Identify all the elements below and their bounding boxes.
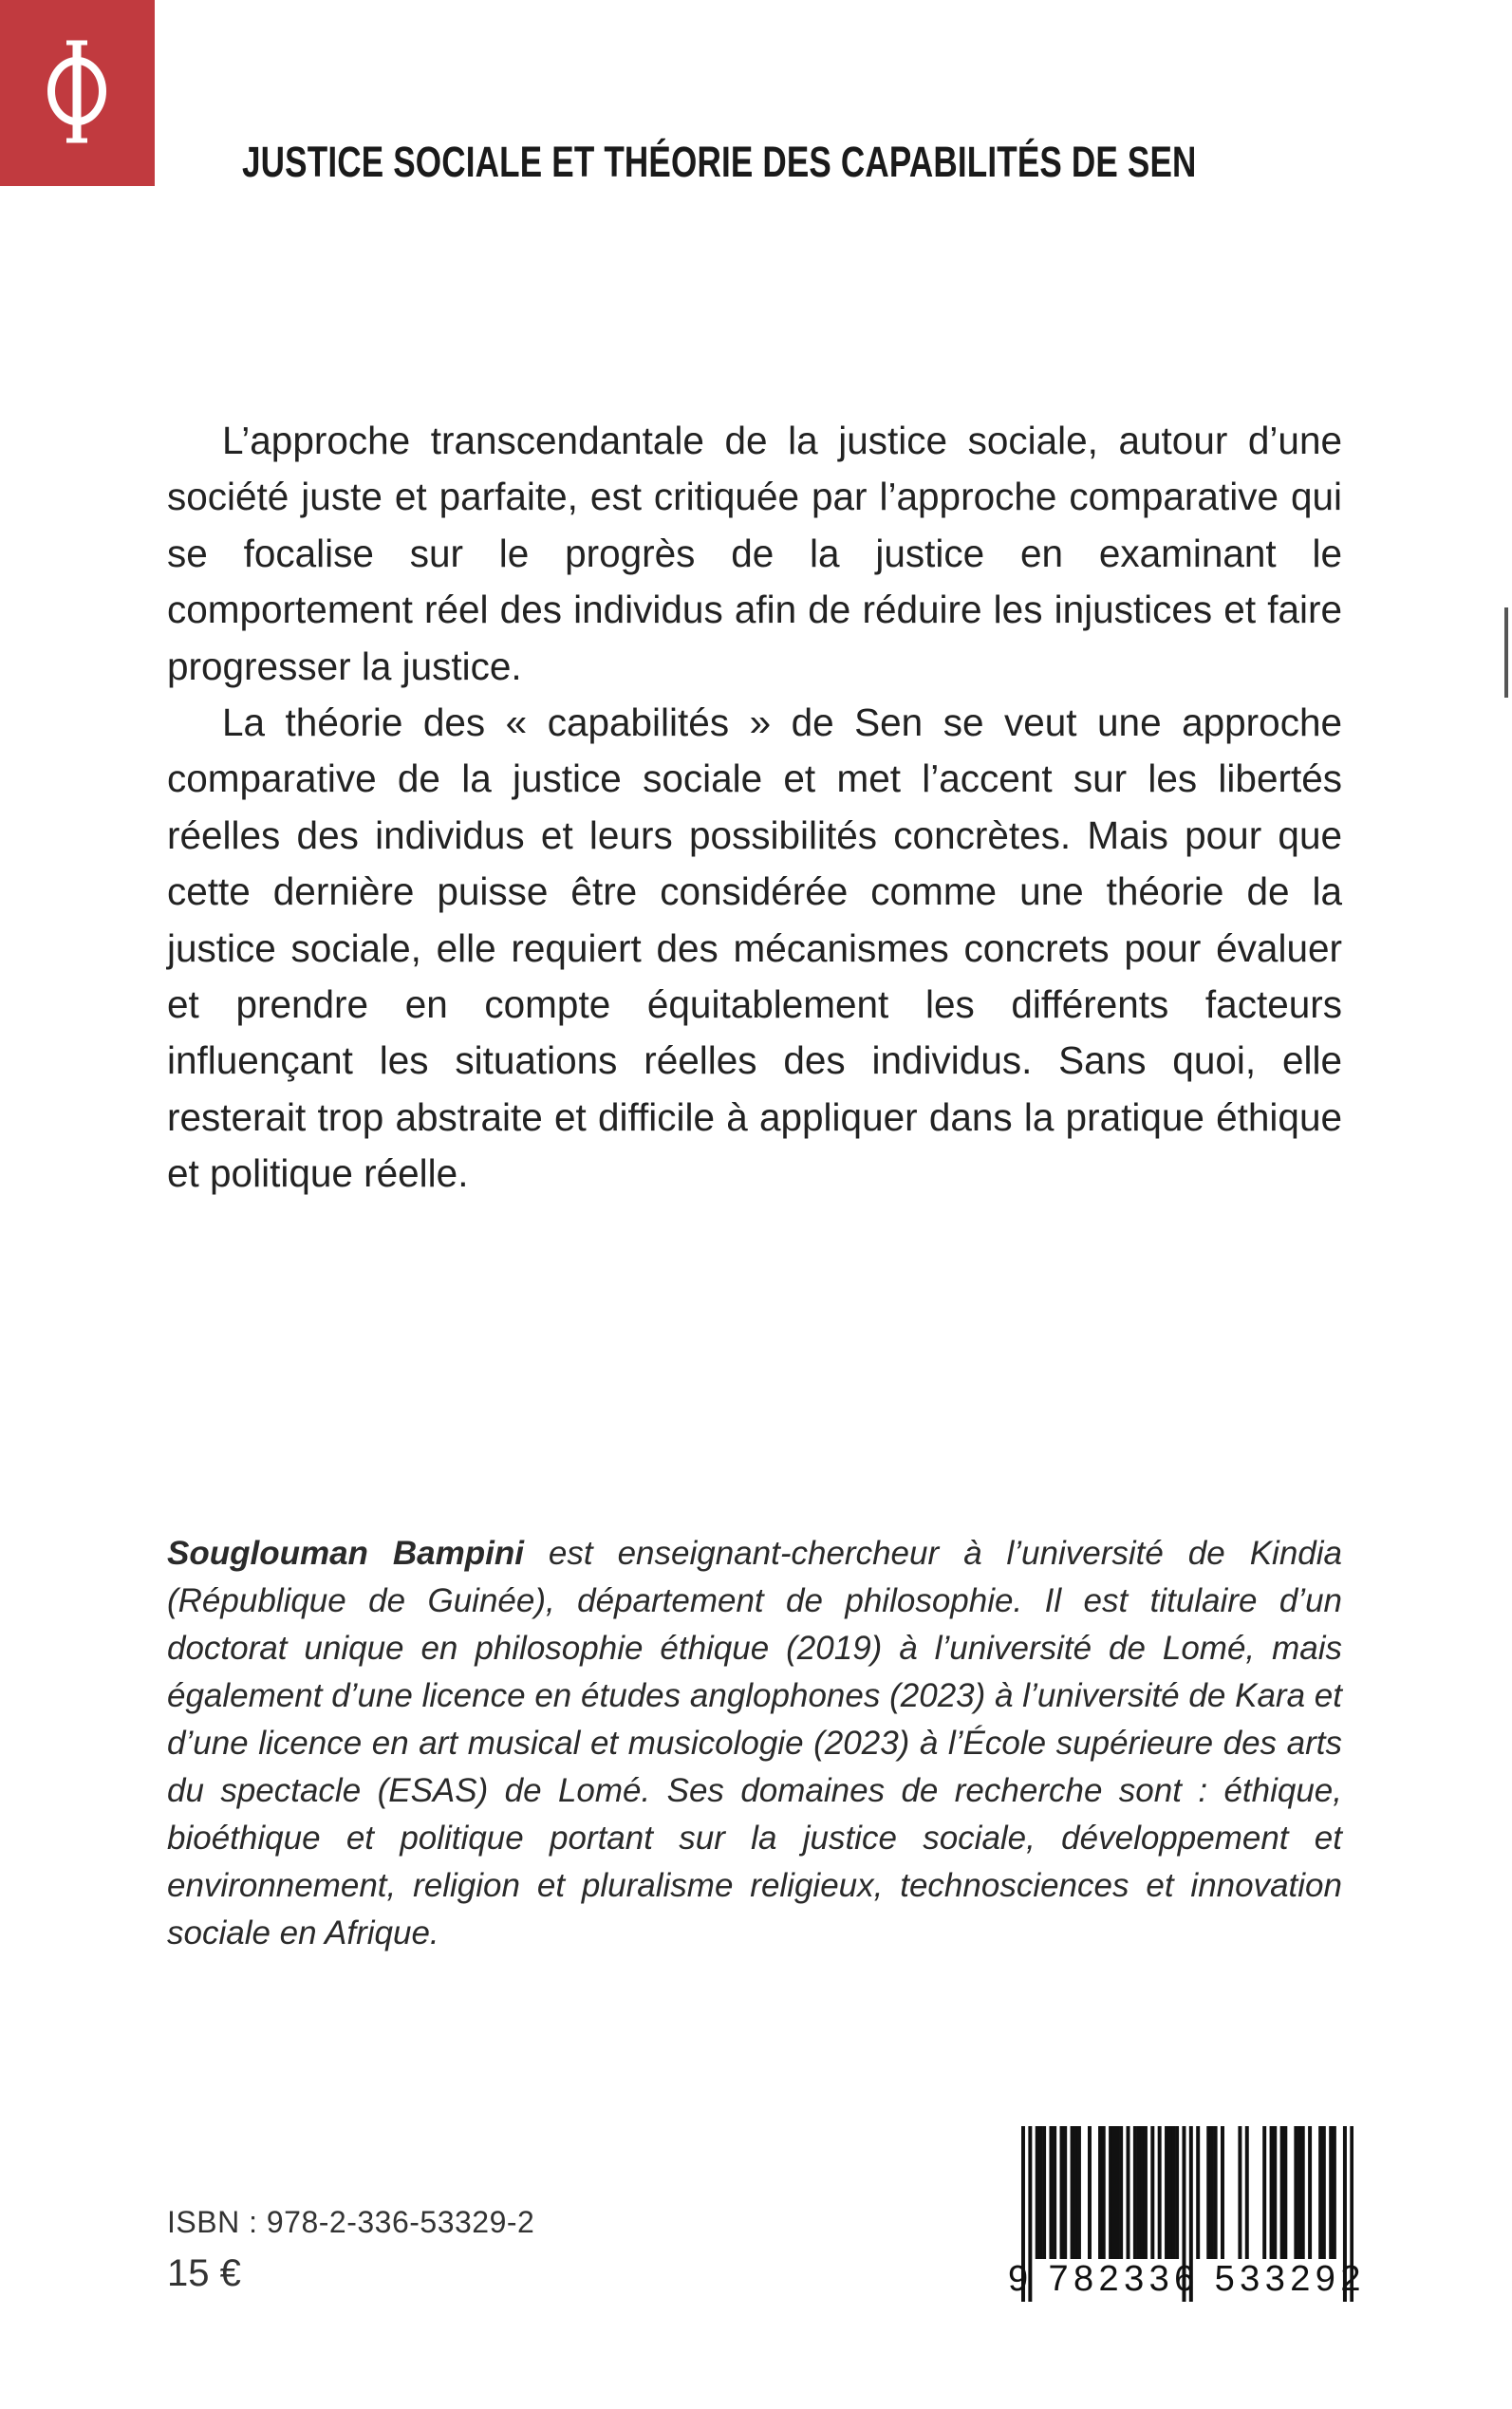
- barcode-bar: [1071, 2126, 1074, 2259]
- barcode-bar: [1318, 2126, 1322, 2259]
- edge-mark: [1504, 607, 1508, 698]
- barcode-bar: [1206, 2126, 1210, 2259]
- barcode-bar: [1270, 2126, 1274, 2259]
- barcode-bar: [1115, 2126, 1119, 2259]
- barcode-bar: [1262, 2126, 1266, 2259]
- author-bio-paragraph: [167, 1530, 1342, 1957]
- barcode-bar: [1297, 2126, 1301, 2259]
- barcode-bar: [1210, 2126, 1214, 2259]
- author-name: Souglouman Bampini: [167, 1535, 524, 1572]
- barcode-bar: [1322, 2126, 1326, 2259]
- series-title: JUSTICE SOCIALE ET THÉORIE DES CAPABILITÉS DE SEN: [242, 138, 1197, 186]
- barcode-bar: [1168, 2126, 1172, 2259]
- barcode-bar: [1238, 2126, 1241, 2259]
- barcode-bar: [1109, 2126, 1112, 2259]
- barcode-bar: [1273, 2126, 1277, 2259]
- barcode-bar: [1294, 2126, 1297, 2259]
- blurb-paragraph: La théorie des « capabilités » de Sen se veut une approche comparative de la justice sociale et met l’accent sur les libertés réelles des individus et leurs possibilités concrètes. Mais pour que cette dernière puisse être considérée comme une théorie de la justice sociale, elle requiert des mécanismes concrets pour évaluer et prendre en compte équitablement les différents facteurs influençant les situations réelles des individus. Sans quoi, elle resterait trop abstraite et difficile à appliquer dans la pratique éthique et politique réelle.: [167, 700, 1342, 1196]
- barcode-bar: [1036, 2126, 1039, 2259]
- barcode-bar: [1150, 2126, 1154, 2259]
- barcode-bar: [1102, 2126, 1106, 2259]
- barcode-bar: [1158, 2126, 1162, 2259]
- barcode-bar: [1329, 2126, 1333, 2259]
- barcode-bar: [1214, 2126, 1218, 2259]
- barcode-bar: [1098, 2126, 1102, 2259]
- isbn: ISBN : 978-2-336-53329-2: [167, 2205, 535, 2239]
- barcode-bar: [1283, 2126, 1287, 2259]
- barcode-bar: [1060, 2126, 1064, 2259]
- barcode-bar: [1333, 2126, 1336, 2259]
- back-cover-blurb: [167, 413, 1342, 1203]
- barcode-bar: [1196, 2126, 1200, 2259]
- blurb-paragraph: L’approche transcendantale de la justice sociale, autour d’une société juste et parfaite, est critiquée par l’approche comparative qui se focalise sur le progrès de la justice en examinant le comportement réel des individus afin de réduire les injustices et faire progresser la justice.: [167, 419, 1342, 688]
- barcode-bar: [1140, 2126, 1144, 2259]
- barcode-bar: [1112, 2126, 1116, 2259]
- barcode-bar: [1144, 2126, 1148, 2259]
- publisher-logo: [0, 0, 155, 186]
- barcode-bar: [1308, 2126, 1312, 2259]
- barcode-bar: [1127, 2126, 1130, 2259]
- barcode-bar: [1088, 2126, 1092, 2259]
- barcode-bar: [1038, 2126, 1042, 2259]
- barcode-bar: [1280, 2126, 1284, 2259]
- barcode-bar: [1049, 2126, 1053, 2259]
- author-bio: [167, 1530, 1342, 1957]
- barcode-bar: [1171, 2126, 1175, 2259]
- barcode-bar: [1133, 2126, 1137, 2259]
- barcode-bar: [1063, 2126, 1067, 2259]
- barcode-bar: [1221, 2126, 1224, 2259]
- barcode-bar: [1245, 2126, 1249, 2259]
- barcode-bar: [1119, 2126, 1123, 2259]
- barcode-bar: [1077, 2126, 1081, 2259]
- price: 15 €: [167, 2252, 241, 2294]
- barcode-bar: [1175, 2126, 1179, 2259]
- author-bio-text: est enseignant-chercheur à l’université de Kindia (République de Guinée), département de philosophie. Il est titulaire d’un doctorat unique en philosophie éthique (2019) à l’université de Lomé, mais également d’une licence en études anglophones (2023) à l’université de Kara et d’une licence en art musical et musicologie (2023) à l’École supérieure des arts du spectacle (ESAS) de Lomé. Ses domaines de recherche sont : éthique, bioéthique et politique portant sur la justice sociale, développement et environnement, religion et pluralisme religieux, technosciences et innovation sociale en Afrique.: [167, 1535, 1342, 1951]
- barcode-bar: [1301, 2126, 1305, 2259]
- barcode-bar: [1073, 2126, 1077, 2259]
- barcode-bar: [1165, 2126, 1168, 2259]
- barcode-bar: [1137, 2126, 1141, 2259]
- phi-logo-icon: [0, 0, 155, 186]
- barcode-bar: [1053, 2126, 1056, 2259]
- barcode-bar: [1042, 2126, 1046, 2259]
- barcode-number: 9 782336 533292: [1008, 2259, 1366, 2299]
